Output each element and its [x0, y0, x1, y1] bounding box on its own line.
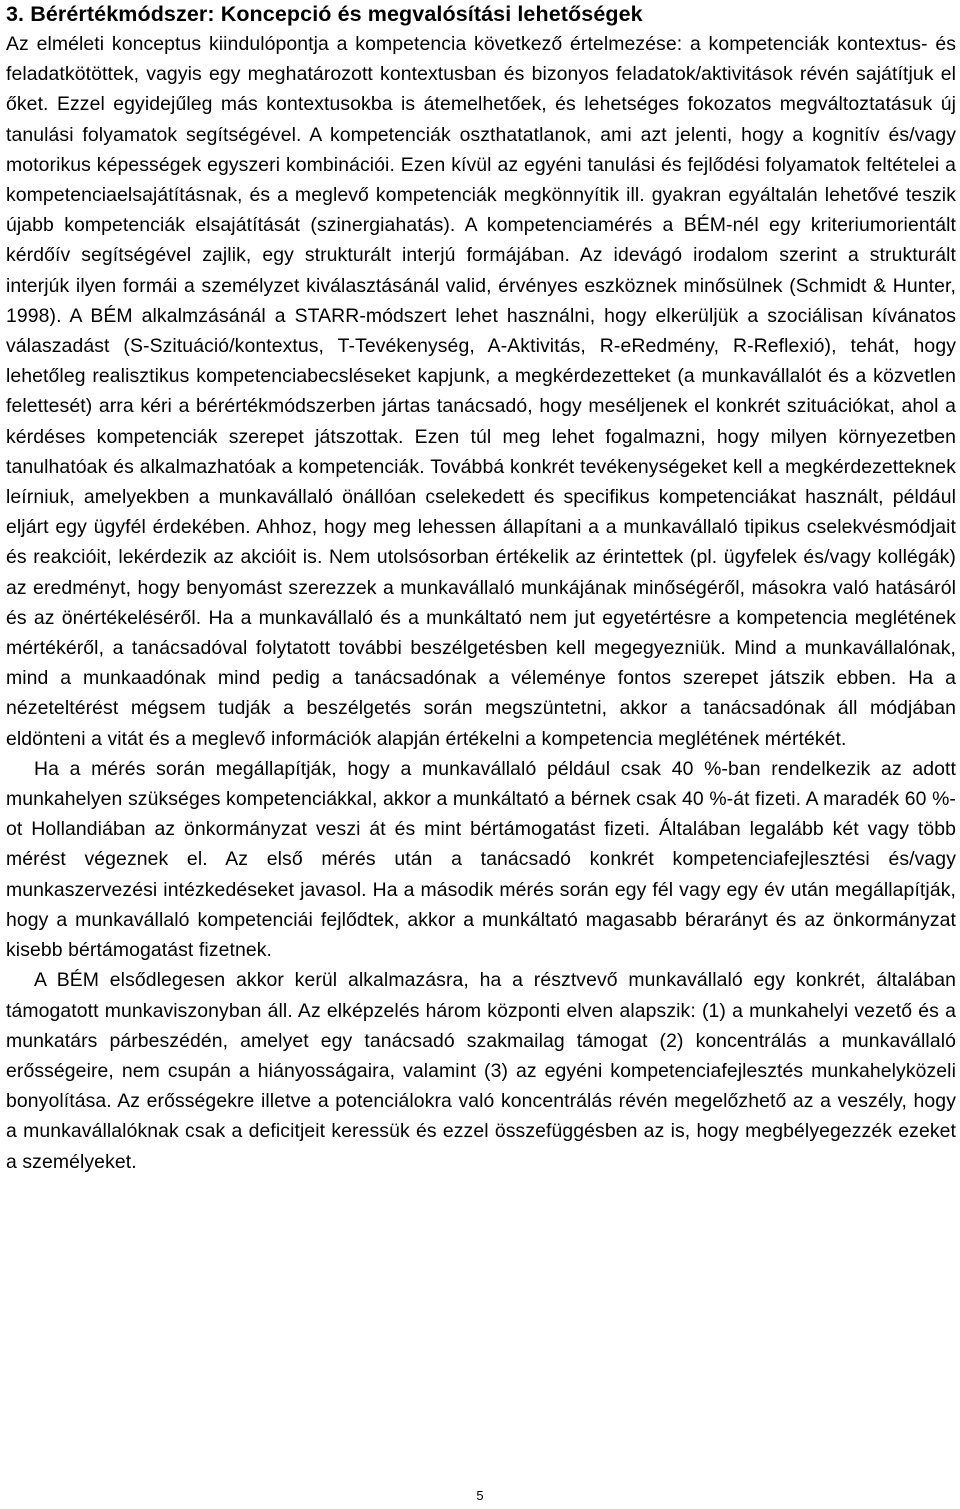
paragraph-bem-application: A BÉM elsődlegesen akkor kerül alkalmazásra, ha a résztvevő munkavállaló egy konkrét, általában támogatott munkaviszonyban áll. Az elképzelés három központi elven alapszik: (1) a munkahelyi vezető és a munkatárs párbeszédén, amelyet egy tanácsadó szakmailag támogat (2) koncentrálás a munkavállaló erősségeire, nem csupán a hiányosságaira, valamint (3) az egyéni kompetenciafejlesztés munkahelyközeli bonyolítása. Az erősségekre illetve a potenciálokra való koncentrálás révén megelőzhető az a veszély, hogy a munkavállalóknak csak a deficitjeit keressük és ezzel összefüggésben az is, hogy megbélyegezzék ezeket a személyeket. [6, 969, 956, 1173]
section-heading: 3. Bérértékmódszer: Koncepció és megvalósítási lehetőségek [6, 2, 643, 26]
page-number: 5 [476, 1488, 484, 1503]
paragraph-competence-concept: Az elméleti konceptus kiindulópontja a kompetencia következő értelmezése: a kompetenciák kontextus- és feladatkötöttek, vagyis egy meghatározott kontextusban és bizonyos feladatok/aktivitások révén sajátítjuk el őket. Ezzel egyidejűleg más kontextusokba is átemelhetőek, és lehetséges fokozatos megváltoztatásuk új tanulási folyamatok segítségével. A kompetenciák oszthatatlanok, ami azt jelenti, hogy a kognitív és/vagy motorikus képességek egyszeri kombinációi. Ezen kívül az egyéni tanulási és fejlődési folyamatok feltételei a kompetenciaelsajátításnak, és a meglevő kompetenciák megkönnyítik ill. gyakran egyáltalán lehetővé teszik újabb kompetenciák elsajátítását (szinergiahatás). A kompetenciamérés a BÉM-nél egy kriteriumorientált kérdőív segítségével zajlik, egy strukturált interjú formájában. Az idevágó irodalom szerint a strukturált interjúk ilyen formái a személyzet kiválasztásánál valid, érvényes eszköznek minősülnek (Schmidt & Hunter, 1998). A BÉM alkalmzásánál a STARR-módszert lehet használni, hogy elkerüljük a szociálisan kívánatos válaszadást (S-Szituáció/kontextus, T-Tevékenység, A-Aktivitás, R-eRedmény, R-Reflexió), tehát, hogy lehetőleg realisztikus kompetenciabecsléseket kapjunk, a megkérdezetteket (a munkavállalót és a közvetlen felettesét) arra kéri a bérértékmódszerben jártas tanácsadó, hogy meséljenek el konkrét szituációkat, ahol a kérdéses kompetenciák szerepet játszottak. Ezen túl meg lehet fogalmazni, hogy milyen környezetben tanulhatóak és alkalmazhatóak a kompetenciák. Továbbá konkrét tevékenységeket kell a megkérdezetteknek leírniuk, amelyekben a munkavállaló önállóan cselekedett és specifikus kompetenciákat használt, például eljárt egy ügyfél érdekében. Ahhoz, hogy meg lehessen állapítani a a munkavállaló tipikus cselekvésmódjait és reakcióit, lekérdezik az akcióit is. Nem utolsósorban értékelik az érintettek (pl. ügyfelek és/vagy kollégák) az eredményt, hogy benyomást szerezzek a munkavállaló munkájának minőségéről, másokra való hatásáról és az önértékeléséről. Ha a munkavállaló és a munkáltató nem jut egyetértésre a kompetencia meglétének mértékéről, a tanácsadóval folytatott további beszélgetésben kell megegyezniük. Mind a munkavállalónak, mind a munkaadónak mind pedig a tanácsadónak a véleménye fontos szerepet játszik ebben. Ha a nézeteltérést mégsem tudják a beszélgetés során megszüntetni, akkor a tanácsadónak áll módjában eldönteni a vitát és a meglevő információk alapján értékelni a kompetencia meglétének mértékét. [6, 33, 956, 750]
paragraph-wage-support: Ha a mérés során megállapítják, hogy a munkavállaló például csak 40 %-ban rendelkezik az adott munkahelyen szükséges kompetenciákkal, akkor a munkáltató a bérnek csak 40 %-át fizeti. A maradék 60 %-ot Hollandiában az önkormányzat veszi át és mint bértámogatást fizeti. Általában legalább két vagy több mérést végeznek el. Az első mérés után a tanácsadó konkrét kompetenciafejlesztési és/vagy munkaszervezési intézkedéseket javasol. Ha a második mérés során egy fél vagy egy év után megállapítják, hogy a munkavállaló kompetenciái fejlődtek, akkor a munkáltató magasabb bérarányt és az önkormányzat kisebb bértámogatást fizetnek. [6, 757, 956, 962]
document-page [6, 0, 956, 1177]
